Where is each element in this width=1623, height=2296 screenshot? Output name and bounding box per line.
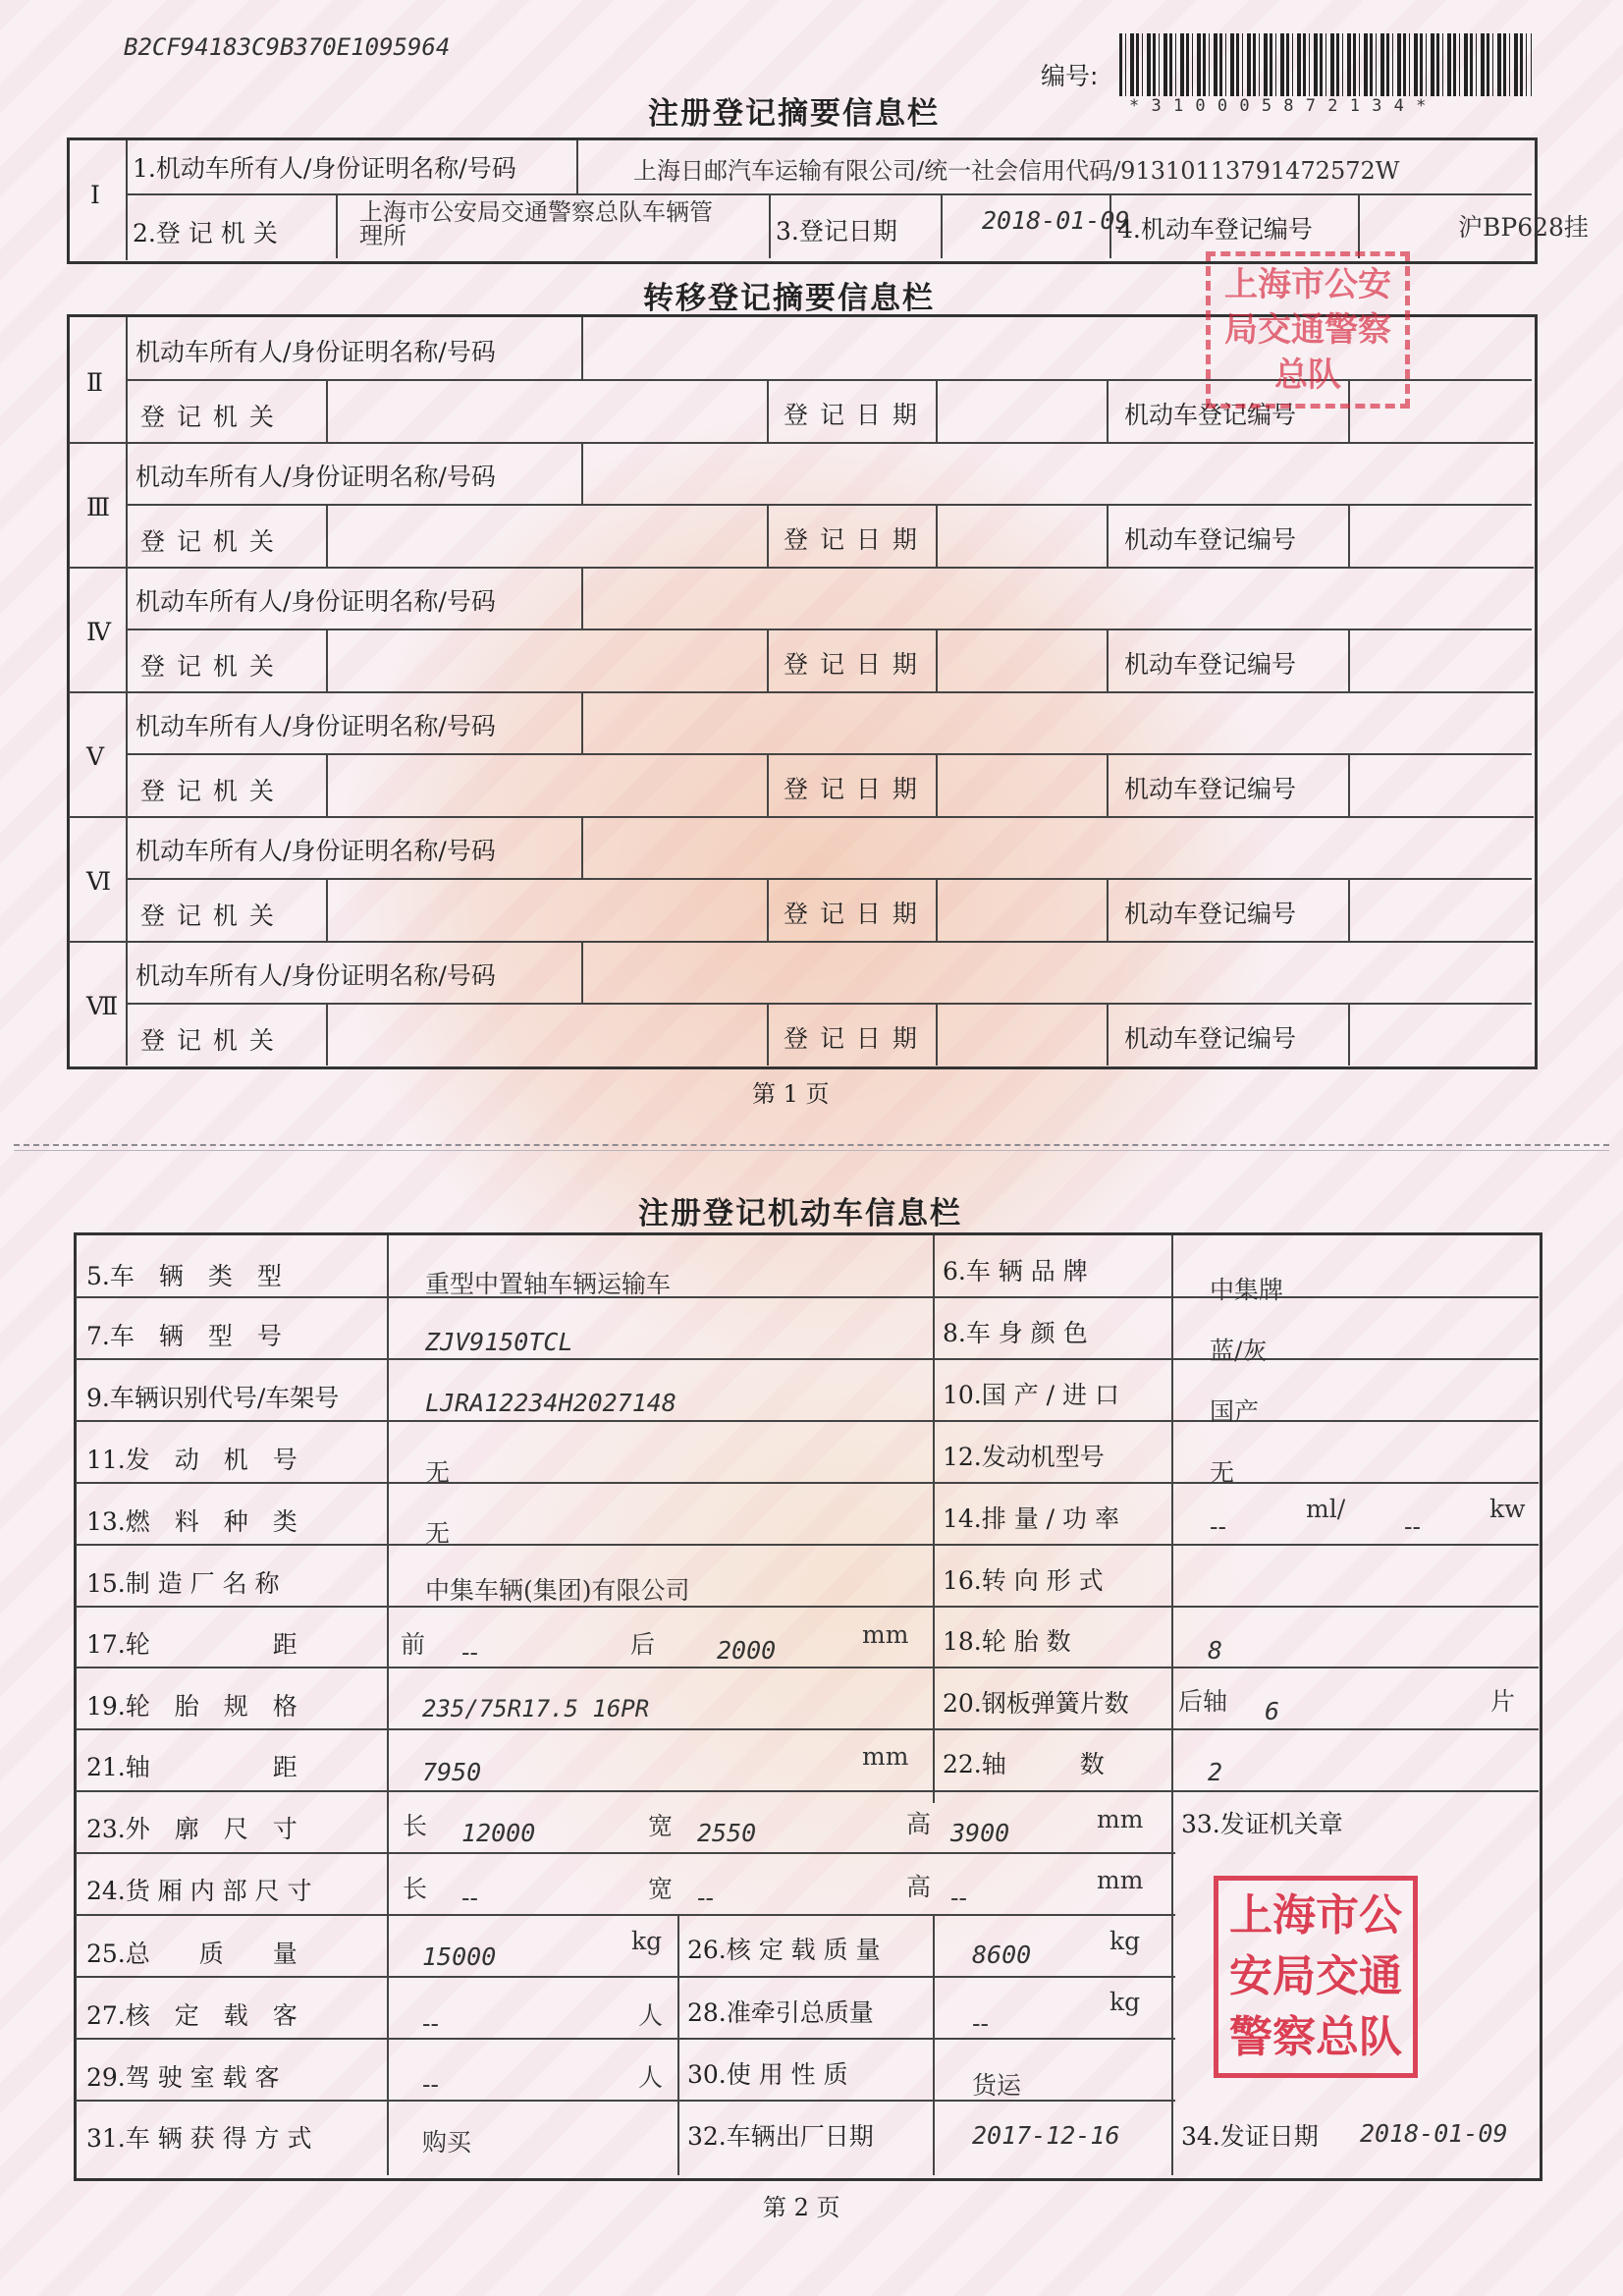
transfer-vline [767, 1003, 769, 1066]
date-label: 3.登记日期 [776, 217, 897, 246]
transfer-vline [326, 504, 328, 567]
summary-vline [126, 140, 128, 260]
f13-label: 13.燃 料 种 类 [86, 1507, 298, 1536]
transfer-owner-divider [581, 691, 583, 753]
owner-label: 1.机动车所有人/身份证明名称/号码 [133, 154, 516, 183]
section-roman-1: I [90, 181, 100, 209]
transfer-owner-divider [581, 941, 583, 1003]
transfer-vline [1348, 1003, 1350, 1066]
f6-value: 中集牌 [1210, 1276, 1284, 1304]
f8-value: 蓝/灰 [1210, 1337, 1268, 1365]
vehicle-grid-line [76, 1852, 1175, 1854]
vehicle-grid-line [677, 1914, 679, 2175]
transfer-vline [1348, 504, 1350, 567]
transfer-summary-title: 转移登记摘要信息栏 [643, 281, 935, 316]
transfer-authority-label: 登 记 机 关 [140, 403, 276, 431]
vehicle-grid-line [76, 1790, 1539, 1792]
f16-label: 16.转 向 形 式 [943, 1566, 1104, 1595]
f23-len-label: 长 [403, 1812, 428, 1840]
f25-unit: kg [631, 1927, 663, 1955]
f32-value: 2017-12-16 [972, 2121, 1120, 2150]
transfer-vline [326, 1003, 328, 1066]
transfer-owner-label: 机动车所有人/身份证明名称/号码 [135, 712, 496, 740]
f29-dash: -- [422, 2070, 439, 2099]
authority-value-line1: 上海市公安局交通警察总队车辆管 [359, 198, 713, 226]
transfer-date-label: 登 记 日 期 [784, 1024, 919, 1053]
transfer-vline [326, 379, 328, 442]
transfer-vline [936, 753, 938, 816]
f9-label: 9.车辆识别代号/车架号 [86, 1384, 340, 1412]
f20-label: 20.钢板弹簧片数 [943, 1689, 1129, 1718]
transfer-owner-divider [581, 816, 583, 878]
vehicle-grid-line [76, 2038, 1175, 2040]
transfer-owner-divider [581, 567, 583, 629]
vehicle-grid-line [76, 1606, 1539, 1608]
f24-hgt-label: 高 [906, 1873, 932, 1901]
f13-value: 无 [425, 1519, 451, 1548]
f5-label: 5.车 辆 类 型 [86, 1262, 282, 1290]
authority-value-line2: 理所 [359, 222, 406, 249]
transfer-owner-label: 机动车所有人/身份证明名称/号码 [135, 961, 496, 990]
transfer-vline [1107, 753, 1109, 816]
summary-vline [941, 195, 943, 258]
transfer-owner-label: 机动车所有人/身份证明名称/号码 [135, 463, 496, 491]
transfer-vline [1107, 1003, 1109, 1066]
f18-label: 18.轮 胎 数 [943, 1627, 1071, 1656]
section-roman-4: Ⅳ [86, 618, 111, 646]
f9-value: LJRA12234H2027148 [425, 1389, 676, 1417]
f21-unit: mm [862, 1742, 909, 1771]
vehicle-grid-line [387, 1235, 389, 2175]
f8-label: 8.车 身 颜 色 [943, 1319, 1088, 1347]
document-serial: B2CF94183C9B370E1095964 [124, 33, 451, 61]
f12-label: 12.发动机型号 [943, 1443, 1105, 1471]
f30-label: 30.使 用 性 质 [687, 2060, 848, 2089]
f25-label: 25.总 质 量 [86, 1940, 298, 1968]
transfer-vline [326, 753, 328, 816]
transfer-date-label: 登 记 日 期 [784, 900, 919, 928]
issuing-authority-stamp: 上海市公安局交通警察总队 [1214, 1876, 1418, 2078]
registration-summary-title: 注册登记摘要信息栏 [648, 96, 940, 132]
transfer-plate-label: 机动车登记编号 [1124, 1024, 1297, 1053]
summary-vline [336, 195, 338, 258]
transfer-vline [767, 504, 769, 567]
f15-value: 中集车辆(集团)有限公司 [425, 1576, 690, 1605]
f10-value: 国产 [1210, 1397, 1260, 1426]
summary-hline [128, 193, 1532, 195]
f34-label: 34.发证日期 [1181, 2122, 1319, 2151]
transfer-vline [1107, 878, 1109, 941]
f7-label: 7.车 辆 型 号 [86, 1322, 282, 1350]
f26-value: 8600 [972, 1941, 1032, 1969]
section-roman-5: Ⅴ [86, 742, 105, 771]
transfer-row-divider [128, 878, 1532, 880]
number-label: 编号: [1041, 62, 1099, 90]
transfer-plate-label: 机动车登记编号 [1124, 775, 1297, 803]
section-roman-6: Ⅵ [86, 867, 112, 896]
transfer-vline [767, 629, 769, 691]
section-roman-3: Ⅲ [86, 493, 111, 521]
f20-value: 6 [1265, 1697, 1280, 1725]
transfer-date-label: 登 记 日 期 [784, 525, 919, 554]
transfer-vline [936, 878, 938, 941]
f23-wid-label: 宽 [648, 1812, 674, 1840]
f25-value: 15000 [422, 1942, 497, 1971]
f17-front-dash: -- [461, 1638, 478, 1667]
vehicle-grid-line [76, 1728, 1539, 1730]
transfer-section-divider [69, 941, 1534, 943]
f7-value: ZJV9150TCL [425, 1328, 573, 1356]
vehicle-grid-line [76, 1358, 1539, 1360]
f29-label: 29.驾 驶 室 载 客 [86, 2063, 280, 2092]
vehicle-grid-line [76, 1667, 1539, 1668]
f17-rear-value: 2000 [717, 1636, 777, 1665]
transfer-row-divider [128, 504, 1532, 506]
f17-rear: 后 [630, 1630, 656, 1659]
f14-dash-2: -- [1404, 1512, 1421, 1541]
owner-value: 上海日邮汽车运输有限公司/统一社会信用代码/913101137914725​72W [633, 157, 1400, 185]
f12-value: 无 [1210, 1458, 1235, 1487]
f26-unit: kg [1109, 1927, 1141, 1955]
f27-dash: -- [422, 2009, 439, 2038]
transfer-vline [767, 753, 769, 816]
f19-value: 235/75R17.5 16PR [422, 1695, 650, 1722]
f19-label: 19.轮 胎 规 格 [86, 1692, 298, 1721]
f26-label: 26.核 定 载 质 量 [687, 1936, 881, 1964]
f28-label: 28.准牵引总质量 [687, 1998, 874, 2027]
section-roman-7: Ⅶ [86, 992, 119, 1020]
vehicle-grid-line [76, 1544, 1539, 1546]
transfer-row-divider [128, 753, 1532, 755]
f33-label: 33.发证机关章 [1181, 1810, 1343, 1838]
plate-value: 沪BP628挂 [1458, 213, 1589, 242]
transfer-vline [1348, 629, 1350, 691]
f23-wid: 2550 [697, 1819, 757, 1847]
vehicle-grid-line [76, 1976, 1175, 1978]
f21-value: 7950 [422, 1758, 482, 1786]
f32-label: 32.车辆出厂日期 [687, 2122, 874, 2151]
f21-label: 21.轴 距 [86, 1753, 298, 1781]
transfer-vline [936, 1003, 938, 1066]
f24-wid-label: 宽 [648, 1875, 674, 1903]
transfer-row-divider [128, 629, 1532, 630]
f27-unit: 人 [638, 2001, 664, 2030]
transfer-row-divider [128, 1003, 1532, 1005]
page-1-number: 第 1 页 [752, 1080, 830, 1108]
transfer-vline [936, 379, 938, 442]
f10-label: 10.国 产 / 进 口 [943, 1381, 1119, 1409]
barcode-text: * 3 1 0 0 0 5 8 7 2 1 3 4 * [1129, 96, 1428, 116]
transfer-vline [326, 629, 328, 691]
f22-value: 2 [1208, 1758, 1223, 1786]
f6-label: 6.车 辆 品 牌 [943, 1257, 1088, 1285]
vehicle-grid-line [76, 1482, 1539, 1484]
transfer-section-divider [69, 691, 1534, 693]
f14-kw: kw [1489, 1495, 1526, 1523]
page-2-number: 第 2 页 [763, 2194, 840, 2221]
transfer-authority-label: 登 记 机 关 [140, 902, 276, 930]
transfer-date-label: 登 记 日 期 [784, 401, 919, 429]
vehicle-grid-line [1171, 1790, 1173, 2175]
f28-dash: -- [972, 2009, 989, 2038]
transfer-plate-label: 机动车登记编号 [1124, 650, 1297, 679]
f11-label: 11.发 动 机 号 [86, 1446, 298, 1474]
section-roman-2: Ⅱ [86, 368, 103, 397]
f14-dash-1: -- [1210, 1512, 1226, 1541]
transfer-vline [1107, 629, 1109, 691]
f28-unit: kg [1109, 1988, 1141, 2016]
transfer-section-divider [69, 567, 1534, 569]
plate-label: 4.机动车登记编号 [1117, 215, 1313, 244]
f24-unit: mm [1097, 1866, 1144, 1894]
registration-stamp: 上海市公安局交通警察总队 [1206, 251, 1410, 409]
transfer-date-label: 登 记 日 期 [784, 775, 919, 803]
f17-label: 17.轮 距 [86, 1630, 298, 1659]
vehicle-grid-line [1171, 1235, 1173, 1803]
transfer-authority-label: 登 记 机 关 [140, 652, 276, 681]
transfer-plate-label: 机动车登记编号 [1124, 525, 1297, 554]
f20-unit: 片 [1490, 1687, 1516, 1716]
f15-label: 15.制 造 厂 名 称 [86, 1569, 280, 1598]
vehicle-grid-line [76, 1296, 1539, 1298]
f23-len: 12000 [461, 1819, 536, 1847]
f24-len-dash: -- [461, 1884, 478, 1912]
transfer-authority-label: 登 记 机 关 [140, 527, 276, 556]
f14-ml: ml/ [1306, 1495, 1346, 1523]
transfer-vline [1348, 753, 1350, 816]
transfer-date-label: 登 记 日 期 [784, 650, 919, 679]
f31-label: 31.车 辆 获 得 方 式 [86, 2124, 312, 2153]
vehicle-grid-line [933, 1235, 935, 1803]
f24-wid-dash: -- [697, 1884, 714, 1912]
f23-label: 23.外 廓 尺 寸 [86, 1815, 298, 1843]
transfer-vline [1107, 504, 1109, 567]
barcode [1119, 33, 1532, 96]
authority-label: 2.登 记 机 关 [133, 219, 278, 247]
transfer-vline [1348, 878, 1350, 941]
transfer-vline [767, 878, 769, 941]
transfer-vline [1107, 379, 1109, 442]
f31-value: 购买 [422, 2128, 472, 2157]
f22-label: 22.轴 数 [943, 1750, 1105, 1778]
f11-value: 无 [425, 1458, 451, 1487]
f24-label: 24.货 厢 内 部 尺 寸 [86, 1877, 312, 1905]
vehicle-grid-line [933, 1914, 935, 2175]
transfer-authority-label: 登 记 机 关 [140, 1026, 276, 1055]
date-value: 2018-01-09 [982, 206, 1130, 235]
page-fold-line [14, 1144, 1609, 1151]
transfer-vline [326, 878, 328, 941]
f23-unit: mm [1097, 1805, 1144, 1833]
transfer-section-divider [69, 816, 1534, 818]
vehicle-info-title: 注册登记机动车信息栏 [638, 1196, 962, 1231]
f24-len-label: 长 [403, 1875, 428, 1903]
transfer-owner-label: 机动车所有人/身份证明名称/号码 [135, 338, 496, 366]
transfer-owner-divider [581, 317, 583, 379]
transfer-plate-label: 机动车登记编号 [1124, 900, 1297, 928]
f24-hgt-dash: -- [950, 1884, 967, 1912]
f30-value: 货运 [972, 2071, 1022, 2100]
transfer-owner-label: 机动车所有人/身份证明名称/号码 [135, 837, 496, 865]
summary-vline [769, 195, 771, 258]
transfer-section-divider [69, 442, 1534, 444]
f17-front: 前 [401, 1630, 426, 1659]
summary-vline [576, 140, 578, 195]
f14-label: 14.排 量 / 功 率 [943, 1504, 1119, 1533]
f23-hgt-label: 高 [906, 1810, 932, 1838]
f29-unit: 人 [638, 2063, 664, 2092]
transfer-authority-label: 登 记 机 关 [140, 777, 276, 805]
transfer-vline [936, 504, 938, 567]
f5-value: 重型中置轴车辆运输车 [425, 1270, 672, 1298]
f17-unit: mm [862, 1620, 909, 1649]
transfer-plate-label: 机动车登记编号 [1124, 401, 1297, 429]
summary-vline [1358, 195, 1360, 258]
transfer-vline [936, 629, 938, 691]
f23-hgt: 3900 [950, 1819, 1010, 1847]
f27-label: 27.核 定 载 客 [86, 2001, 298, 2030]
transfer-owner-divider [581, 442, 583, 504]
transfer-owner-label: 机动车所有人/身份证明名称/号码 [135, 587, 496, 616]
f20-rear: 后轴 [1178, 1687, 1228, 1716]
vehicle-grid-line [76, 1914, 1175, 1916]
f34-value: 2018-01-09 [1360, 2119, 1508, 2148]
transfer-vline [767, 379, 769, 442]
f18-value: 8 [1208, 1636, 1223, 1665]
vehicle-grid-line [76, 1420, 1539, 1422]
